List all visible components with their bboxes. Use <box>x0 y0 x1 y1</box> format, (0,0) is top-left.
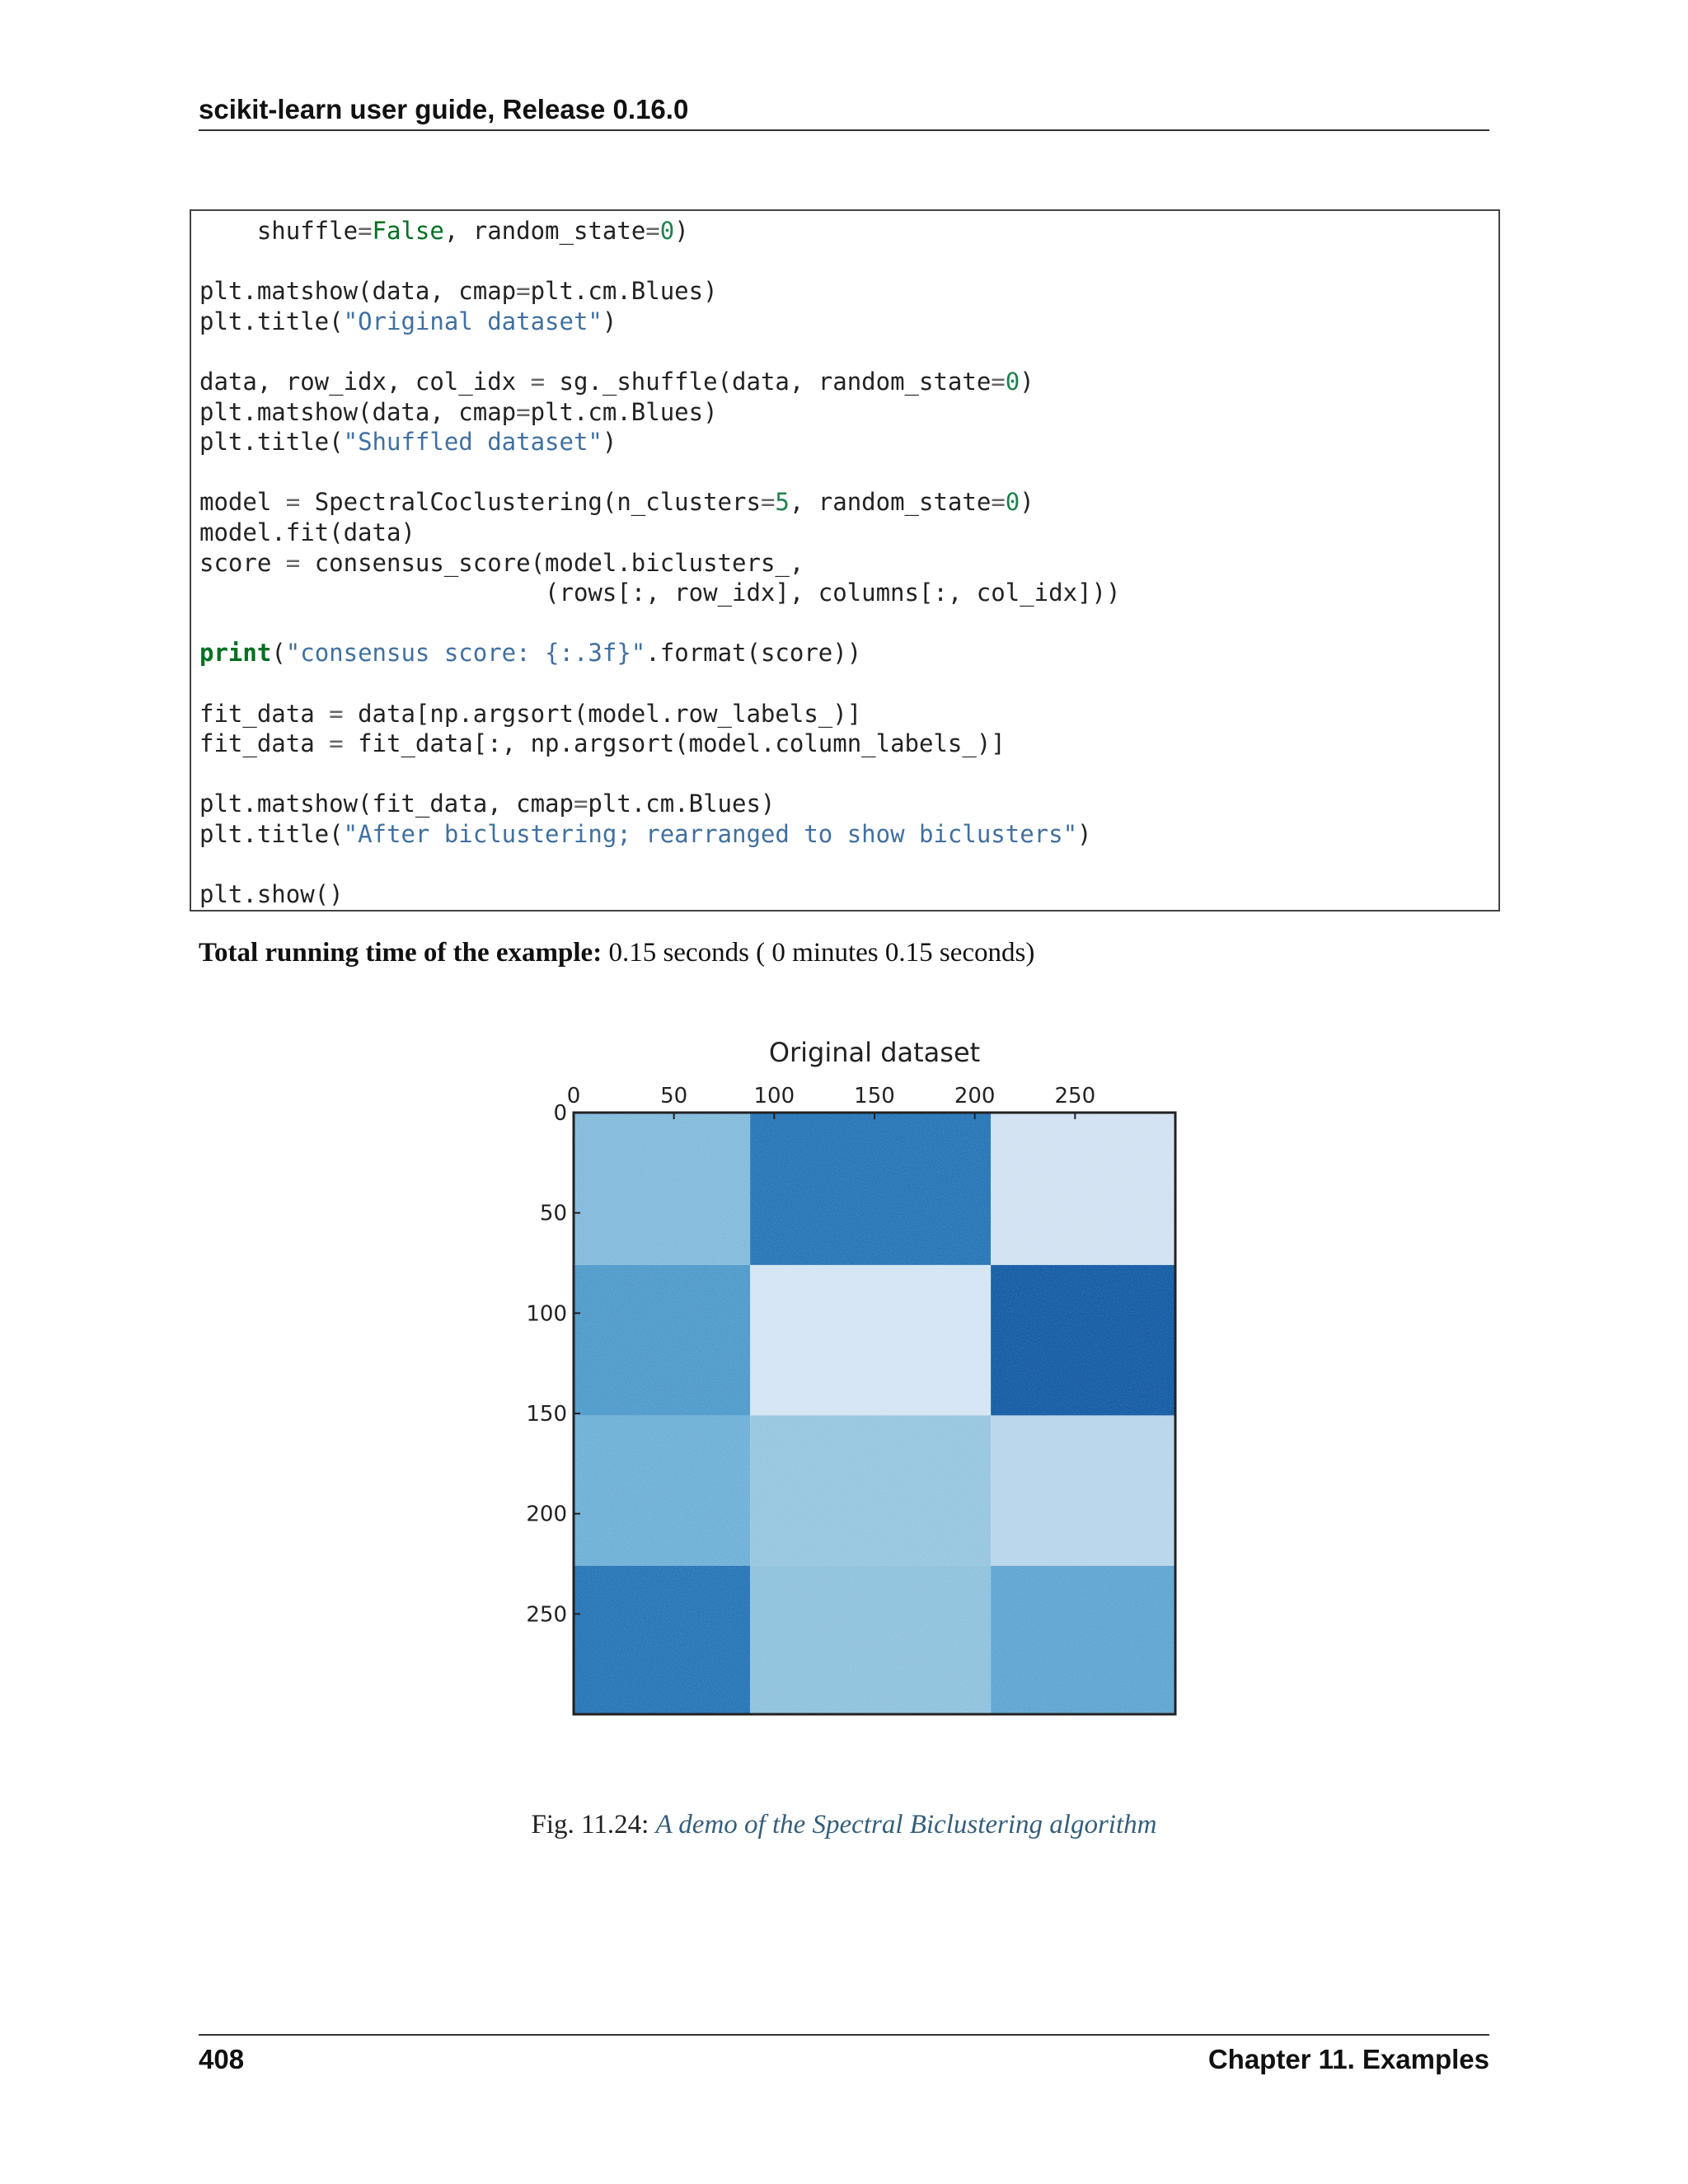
header-rule <box>199 129 1489 131</box>
x-tick-label: 100 <box>753 1084 795 1108</box>
code-token: plt.matshow(data, cmap <box>199 397 517 426</box>
x-tick-label: 200 <box>954 1084 996 1108</box>
code-token: model.fit(data) <box>199 518 415 546</box>
code-token: data[np.argsort(model.row_labels_)] <box>343 699 862 728</box>
code-token: fit_data <box>199 699 330 728</box>
code-token: data, row_idx, col_idx <box>199 367 531 396</box>
heatmap-block-noise <box>574 1265 750 1416</box>
code-token: ) <box>674 217 689 245</box>
code-token: = <box>516 277 531 306</box>
code-line <box>199 789 1120 819</box>
code-block <box>190 209 1500 912</box>
footer-rule <box>199 2034 1489 2036</box>
code-token: fit_data[:, np.argsort(model.column_labels_)] <box>343 729 1006 758</box>
code-token: ) <box>1020 488 1034 517</box>
y-tick-label: 0 <box>553 1101 567 1126</box>
code-token: sg._shuffle(data, random_state <box>545 367 992 396</box>
x-tick-label: 0 <box>566 1084 581 1108</box>
code-token: score <box>199 548 286 577</box>
code-token: model <box>199 488 286 517</box>
running-time-value: 0.15 seconds ( 0 minutes 0.15 seconds) <box>602 938 1035 968</box>
code-token: = <box>991 488 1006 517</box>
code-line <box>199 276 1120 307</box>
code-token: plt.title( <box>199 819 344 848</box>
code-line <box>199 216 1120 246</box>
code-token: = <box>516 397 531 426</box>
heatmap-block-noise <box>991 1415 1175 1566</box>
code-token: , random_state <box>789 488 992 517</box>
code-token: .format(score)) <box>645 639 862 668</box>
code-token: plt.matshow(fit_data, cmap <box>199 790 574 818</box>
code-token: ) <box>1077 819 1092 848</box>
code-line <box>199 397 1120 428</box>
page-number: 408 <box>199 2044 245 2074</box>
code-token: print <box>199 639 272 668</box>
code-line <box>199 367 1120 397</box>
code-line <box>199 336 1120 367</box>
caption-prefix: Fig. 11.24: <box>531 1810 656 1840</box>
code-line <box>199 548 1120 579</box>
code-token: consensus_score(model.biclusters_, <box>300 548 804 577</box>
code-line <box>199 578 1120 608</box>
code-token: ) <box>1020 367 1034 396</box>
code-line <box>199 487 1120 518</box>
code-token: = <box>573 790 588 818</box>
y-tick-label: 50 <box>539 1201 567 1226</box>
code-line <box>199 668 1120 699</box>
heatmap-block-noise <box>991 1265 1175 1416</box>
code-token: , random_state <box>443 217 646 245</box>
code-line <box>199 518 1120 548</box>
y-tick-label: 200 <box>526 1502 567 1527</box>
code-token: fit_data <box>199 729 330 758</box>
code-token: plt.show() <box>199 880 344 909</box>
running-time-note <box>199 938 1034 968</box>
code-token: 0 <box>659 217 675 245</box>
heatmap-block-noise <box>750 1566 991 1714</box>
code-token: plt.cm.Blues) <box>588 790 776 818</box>
code-token: = <box>329 699 344 728</box>
running-header: scikit-learn user guide, Release 0.16.0 <box>199 94 689 124</box>
heatmap-block-noise <box>991 1566 1175 1714</box>
code-token: ( <box>271 639 286 668</box>
code-token: "After biclustering; rearranged to show biclusters" <box>343 819 1078 848</box>
code-line <box>199 879 1120 910</box>
code-listing <box>199 216 1120 910</box>
code-token: "Shuffled dataset" <box>343 428 603 457</box>
code-token: = <box>358 217 373 245</box>
code-token: "consensus score: {:.3f}" <box>285 639 646 668</box>
code-line <box>199 427 1120 457</box>
code-token: plt.cm.Blues) <box>530 277 718 306</box>
code-line <box>199 608 1120 639</box>
y-tick-label: 250 <box>526 1602 567 1628</box>
code-token: = <box>329 729 344 758</box>
code-token: plt.title( <box>199 428 344 457</box>
code-token: = <box>530 367 546 396</box>
heatmap-block-noise <box>750 1265 991 1416</box>
heatmap-block-noise <box>750 1113 991 1265</box>
code-line <box>199 699 1120 729</box>
code-token: 5 <box>775 488 790 517</box>
code-line <box>199 457 1120 488</box>
code-token: = <box>760 488 776 517</box>
code-token: plt.cm.Blues) <box>530 397 718 426</box>
heatmap-block-noise <box>574 1113 750 1265</box>
code-line <box>199 307 1120 337</box>
code-token: ) <box>602 307 617 335</box>
code-token: shuffle <box>199 217 359 245</box>
code-line <box>199 759 1120 790</box>
x-tick-label: 150 <box>854 1084 895 1108</box>
code-token: False <box>372 217 444 245</box>
heatmap-block-noise <box>574 1566 750 1714</box>
heatmap-figure <box>495 1030 1203 1739</box>
code-token: plt.matshow(data, cmap <box>199 277 517 306</box>
y-tick-label: 150 <box>526 1402 567 1427</box>
code-token: = <box>285 488 301 517</box>
code-token: (rows[:, row_idx], columns[:, col_idx])) <box>199 579 1121 607</box>
x-tick-label: 50 <box>660 1084 688 1108</box>
caption-link[interactable]: A demo of the Spectral Biclustering algorithm <box>655 1810 1157 1840</box>
code-line <box>199 638 1120 668</box>
code-token: = <box>285 548 301 577</box>
running-time-label: Total running time of the example: <box>199 938 603 968</box>
code-token: = <box>645 217 660 245</box>
code-line <box>199 246 1120 277</box>
y-tick-label: 100 <box>526 1301 567 1327</box>
code-token: 0 <box>1005 488 1020 517</box>
x-tick-label: 250 <box>1054 1084 1096 1108</box>
code-token: = <box>991 367 1006 396</box>
code-line <box>199 819 1120 850</box>
code-token: SpectralCoclustering(n_clusters <box>300 488 761 517</box>
code-line <box>199 849 1120 879</box>
code-token: plt.title( <box>199 307 344 335</box>
heatmap-block-noise <box>750 1415 991 1566</box>
chart-title: Original dataset <box>768 1037 981 1068</box>
heatmap-block-noise <box>574 1415 750 1566</box>
code-token: "Original dataset" <box>343 307 603 335</box>
chapter-label: Chapter 11. Examples <box>1207 2044 1489 2074</box>
code-line <box>199 729 1120 759</box>
figure-caption <box>0 1810 1688 1840</box>
code-token: ) <box>602 428 617 457</box>
heatmap-block-noise <box>991 1113 1175 1265</box>
code-token: 0 <box>1005 367 1020 396</box>
